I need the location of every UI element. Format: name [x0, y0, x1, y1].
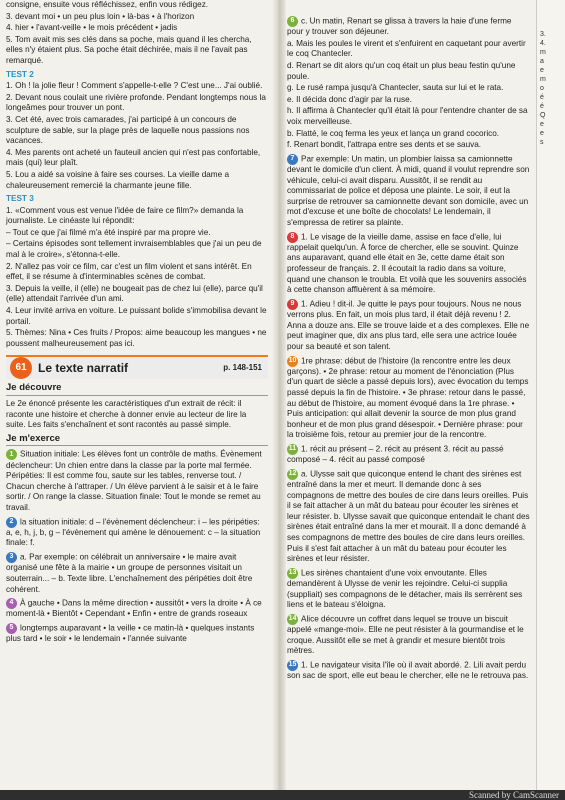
- exercise-3: [6, 552, 268, 595]
- exercise-6-line: g. Le rusé rampa jusqu'à Chantecler, sauta sur lui et le rata.: [287, 83, 504, 93]
- exercise-14-text: Alice découvre un coffret dans lequel se trouve un biscuit appelé «mange-moi». Elle ne peut résister à la gourmandise et le croque. Aussitôt elle se met à grandir et mesure bientôt trois mètres.: [287, 614, 524, 656]
- decouvre-text: Le 2e énoncé présente les caractéristiques d'un extrait de récit: il raconte une histoire et cherche à donner envie au lecteur de lire la suite. Les faits s'enchaînent et sont racontés au passé simple.: [6, 399, 247, 430]
- exercise-number-badge: 11: [287, 444, 298, 455]
- edge-fragment: e: [540, 130, 544, 137]
- edge-fragment: 3.: [540, 31, 546, 38]
- exercise-5-text: longtemps auparavant • la veille • ce matin-là • quelques instants plus tard • le soir • le lendemain • l'année suivante: [6, 623, 255, 644]
- scanner-watermark: Scanned by CamScanner: [469, 790, 559, 800]
- exercise-6-line: b. Flatté, le coq ferma les yeux et lança un grand cocorico.: [287, 128, 500, 138]
- test3-line: 1. «Comment vous est venue l'idée de faire ce film?» demanda la journaliste. Le cinéaste lui répondit:: [6, 205, 244, 226]
- exercise-4: [6, 598, 268, 620]
- exercise-9: [287, 299, 530, 353]
- exercise-number-badge: 1: [6, 449, 17, 460]
- exercise-12: [287, 469, 530, 565]
- test3-line: 2. N'allez pas voir ce film, car c'est un film violent et sans intérêt. En effet, il se résume à d'interminables scènes de combat.: [6, 261, 252, 282]
- section-number-badge: 61: [10, 357, 32, 379]
- exercise-7: [287, 154, 530, 229]
- exercise-number-badge: 12: [287, 469, 298, 480]
- section-pages: p. 148-151: [223, 363, 262, 373]
- exercise-8: [287, 232, 530, 296]
- exercise-10-text: 1re phrase: début de l'histoire (la rencontre entre les deux garçons). • 2e phrase: retour au moment de l'énonciation (Plus d'un quart de siècle a passé depuis lors), avec évocation du temps passé depuis la fin de l'histoire. • 3e phrase: retour dans le passé, au début de l'histoire, au moment évoqué dans la 1re phrase. • Puis anticipation: qui allait devenir la source de mon plus grand bonheur et de mon plus grand désespoir. • Dernière phrase: pour la troisième fois, retour au premier jour de la rencontre.: [287, 356, 529, 440]
- exercise-6-line: d. Renart se dit alors qu'un coq était un plus beau festin qu'une poule.: [287, 61, 516, 81]
- edge-fragment: m: [540, 49, 546, 56]
- exercise-4-text: À gauche • Dans la même direction • aussitôt • vers la droite • À ce moment-là • Bientôt • Cependant • Enfin • entre de grands roseaux: [6, 598, 262, 619]
- test2-line: 2. Devant nous coulait une rivière profonde. Pendant longtemps nous la longeâmes pour trouver un pont.: [6, 92, 266, 113]
- exercise-6-line: [287, 16, 530, 38]
- intro-block: [6, 0, 268, 67]
- edge-fragment: é: [540, 94, 544, 101]
- test2-line: 3. Cet été, avec trois camarades, j'ai participé à un concours de sculpture de sable, sur la plage près de laquelle nous passions nos vacances.: [6, 114, 250, 146]
- exercise-6-line: f. Renart bondit, l'attrapa entre ses dents et se sauva.: [287, 140, 482, 150]
- book-gutter: [272, 0, 286, 790]
- intro-line: 5. Tom avait mis ses clés dans sa poche, mais quand il les chercha, elles n'y étaient plus. Sa poche était déchirée, mais il ne l'avait pas remarqué.: [6, 34, 252, 65]
- exercise-number-badge: 13: [287, 568, 298, 579]
- intro-line: 4. hier • l'avant-veille • le mois précédent • jadis: [6, 23, 178, 33]
- exercise-number-badge: 10: [287, 356, 298, 367]
- test3-line: 3. Depuis la veille, il (elle) ne bougeait pas de chez lui (elle), parce qu'il (elle) attendait l'arrivée d'un ami.: [6, 283, 263, 304]
- edge-fragment: e: [540, 67, 544, 74]
- intro-line: 3. devant moi • un peu plus loin • là-bas • à l'horizon: [6, 11, 195, 21]
- edge-fragment: 4.: [540, 40, 546, 47]
- exercise-9-text: 1. Adieu ! dit-il. Je quitte le pays pour toujours. Nous ne nous verrons plus. En fait, un mois plus tard, il était déjà revenu ! 2. Anna a douze ans. Elle se trouve laide et a des complexes. Elle ne peut imaginer que, dix ans plus tard, elle sera une actrice louée pour sa beauté et son talent.: [287, 299, 530, 351]
- edge-fragment: a: [540, 58, 544, 65]
- exercise-8-text: 1. Le visage de la vieille dame, assise en face d'elle, lui rappelait quelqu'un. À force de chercher, elle se souvint. Quinze ans auparavant, quand elle était en 3e, cette dame était son professeur de français. 2. Il écoutait la radio dans sa voiture, quand une chanson le troubla. Et voilà que les souvenirs associés à cette chanson affluèrent à sa mémoire.: [287, 232, 527, 295]
- test2-heading: TEST 2: [6, 69, 34, 79]
- exercise-15: [287, 660, 530, 682]
- section-title: Le texte narratif: [38, 361, 129, 376]
- exercise-6-line: e. Il décida donc d'agir par la ruse.: [287, 94, 412, 104]
- exercise-1: [6, 449, 268, 513]
- edge-fragment: Q: [540, 112, 546, 119]
- exercise-13: [287, 568, 530, 611]
- test2-line: 1. Oh ! la jolie fleur ! Comment s'appelle-t-elle ? C'est une... J'ai oublié.: [6, 81, 263, 91]
- exercise-2-text: la situation initiale: d – l'évènement déclencheur: i – les péripéties: a, e, h, j, b, g – l'évènement qui amène le dénouement: c – la situation finale: f.: [6, 517, 261, 548]
- exercise-number-badge: 3: [6, 552, 17, 563]
- exercise-number-badge: 4: [6, 598, 17, 609]
- edge-fragment: e: [540, 121, 544, 128]
- edge-fragment: o: [540, 85, 544, 92]
- exercise-6: [287, 16, 530, 151]
- exercise-number-badge: 2: [6, 517, 17, 528]
- test3-line: 4. Leur invité arriva en voiture. Le puissant bolide s'immobilisa devant le portail.: [6, 306, 267, 326]
- test2-line: 4. Mes parents ont acheté un fauteuil ancien qui n'est pas confortable, mais (qui) leur plaît.: [6, 147, 261, 168]
- test3-line: – Tout ce que j'ai filmé m'a été inspiré par ma propre vie.: [6, 227, 211, 237]
- edge-fragment: m: [540, 76, 546, 83]
- test2-line: 5. Lou a aidé sa voisine à faire ses courses. La vieille dame a chaleureusement remercié la charmante jeune fille.: [6, 169, 230, 190]
- left-column: [6, 0, 268, 648]
- exercise-15-text: 1. Le navigateur visita l'île où il avait abordé. 2. Lili avait perdu son sac de sport, elle eut beau le chercher, elle ne le retrouva pas.: [287, 660, 529, 681]
- test3-line: – Certains épisodes sont tellement invraisemblables que j'ai un peu de mal à le croire», s'étonna-t-elle.: [6, 239, 262, 260]
- intro-line: consigne, ensuite vous réfléchissez, enfin vous rédigez.: [6, 0, 209, 9]
- edge-fragment: s: [540, 139, 544, 146]
- next-page-edge: [536, 0, 565, 790]
- right-column: [287, 16, 530, 685]
- exercise-number-badge: 5: [6, 623, 17, 634]
- exercise-11: [287, 444, 530, 466]
- exercise-13-text: Les sirènes chantaient d'une voix envoutante. Elles demandèrent à Ulysse de venir les rejoindre. Celui-ci supplia (suppliait) ses compagnons de le détacher, mais ils serrèrent ses liens et le bateau s'éloigna.: [287, 568, 523, 610]
- test3-line: 5. Thèmes: Nina • Ces fruits / Propos: aime beaucoup les mangues • ne poussent malheureusement pas ici.: [6, 328, 267, 348]
- exercise-5: [6, 623, 268, 645]
- decouvre-heading: Je découvre: [6, 383, 268, 396]
- exercise-number-badge: 8: [287, 232, 298, 243]
- exercise-number-badge: 15: [287, 660, 298, 671]
- exercise-6-line: a. Mais les poules le virent et s'enfuirent en caquetant pour avertir le coq Chantecler.: [287, 38, 526, 59]
- section-header: [6, 355, 268, 379]
- exercise-number-badge: 14: [287, 614, 298, 625]
- exercise-6-line-text: c. Un matin, Renart se glissa à travers la haie d'une ferme pour y trouver son déjeuner.: [287, 16, 512, 37]
- test3-heading: TEST 3: [6, 194, 34, 204]
- exercise-number-badge: 9: [287, 299, 298, 310]
- exercise-7-text: Par exemple: Un matin, un plombier laissa sa camionnette devant le domicile d'un client. À midi, quand il voulut reprendre son véhicule, celui-ci avait disparu. Aussitôt, il se rendit au commissariat de police et déposa une plainte. Le soir, il eut la surprise de retrouver sa camionnette devant son domicile, avec un mot d'excuse et une boîte de chocolats! Le lendemain, il s'empressa de retirer sa plainte.: [287, 154, 530, 228]
- exercise-11-text: 1. récit au présent – 2. récit au présent 3. récit au passé composé – 4. récit au passé composé: [287, 444, 504, 465]
- exercise-1-text: Situation initiale: Les élèves font un contrôle de maths. Évènement déclencheur: Un chien entre dans la classe par la porte mal fermée. Péripéties: Il est comme fou, saute sur les tables, renverse tout. / Chacun cherche à l'attraper. / Un élève parvient à le saisir et à le faire sortir. / On range la classe. Situation finale: Tout le monde se remet au travail.: [6, 450, 262, 513]
- exercise-12-text: a. Ulysse sait que quiconque entend le chant des sirènes est entraîné dans la mer et meurt. Il demande donc à ses compagnons de mettre des boules de cire dans leurs oreilles. Puis il se fait attacher à un mât du bateau pour écouter les sirènes et leur résister. b. Ulysse savait que quiconque entendait le chant des sirènes était entraîné dans la mer et mourait. Il a donc demandé à ses compagnons de mettre des boules de cire dans leurs oreilles. Puis il s'est fait attacher à un mât du bateau pour écouter les sirènes et leur résister.: [287, 469, 530, 564]
- exercise-number-badge: 6: [287, 16, 298, 27]
- edge-fragment: é: [540, 103, 544, 110]
- exercise-number-badge: 7: [287, 154, 298, 165]
- exercise-3-text: a. Par exemple: on célébrait un anniversaire • le maire avait organisé une fête à la mairie • un groupe de personnes visitait un souterrain... – b. Texte libre. L'enchaînement des péripéties doit être cohérent.: [6, 552, 253, 594]
- exercise-14: [287, 614, 530, 657]
- exercise-6-line: h. Il affirma à Chantecler qu'il était là pour l'entendre chanter de sa voix merveilleuse.: [287, 106, 528, 127]
- exercise-2: [6, 517, 268, 549]
- exercise-10: [287, 356, 530, 441]
- exerce-heading: Je m'exerce: [6, 434, 268, 447]
